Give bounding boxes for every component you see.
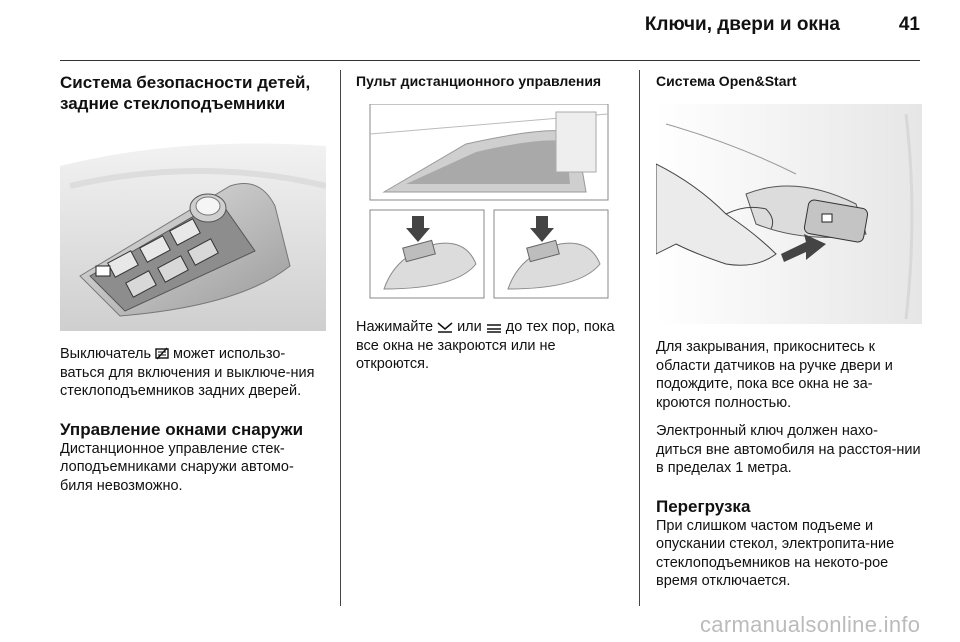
running-header: Ключи, двери и окна	[644, 14, 840, 35]
page-number: 41	[898, 14, 920, 35]
paragraph-electronic-key: Электронный ключ должен нахо-диться вне автомобиля на расстоя-нии в пределах 1 метра.	[656, 423, 921, 476]
section-heading-overload: Перегрузка	[656, 496, 751, 516]
section-heading-remote-control: Пульт дистанционного управления	[356, 73, 602, 89]
paragraph-child-lock: Выключатель может использо-ваться для включения и выключе-ния стеклоподъемников задних дверей.	[60, 346, 315, 399]
header-rule	[60, 60, 920, 61]
column-divider	[639, 70, 640, 606]
paragraph-open-start-close: Для закрывания, прикоснитесь к области датчиков на ручке двери и подождите, пока все окна не за-кроются полностью.	[656, 339, 893, 411]
paragraph-overload: При слишком частом подъеме и опускании стекол, электропита-ние стеклоподъемников на некото-рое время отключается.	[656, 517, 895, 589]
section-heading-child-safety: Система безопасности детей, задние стеклоподъемники	[60, 73, 311, 113]
section-heading-open-start: Система Open&Start	[656, 73, 797, 89]
lock-button-icon	[437, 321, 453, 333]
window-switch-illustration	[60, 126, 326, 331]
child-lock-icon	[155, 346, 169, 360]
section-heading-outside-control: Управление окнами снаружи	[60, 419, 304, 439]
door-handle-illustration	[656, 104, 922, 324]
column-right	[656, 72, 922, 591]
column-divider	[340, 70, 341, 606]
watermark: carmanualsonline.info	[700, 612, 921, 637]
paragraph-outside-control: Дистанционное управление стек-лоподъемниками снаружи автомо-биля невозможно.	[60, 440, 294, 494]
unlock-button-icon	[486, 321, 502, 333]
column-middle	[356, 72, 622, 374]
remote-key-illustration	[356, 104, 622, 304]
paragraph-remote-control: Нажимайте или до тех пор, пока все окна не закроются или не откроются.	[356, 319, 615, 372]
column-left	[60, 72, 326, 495]
